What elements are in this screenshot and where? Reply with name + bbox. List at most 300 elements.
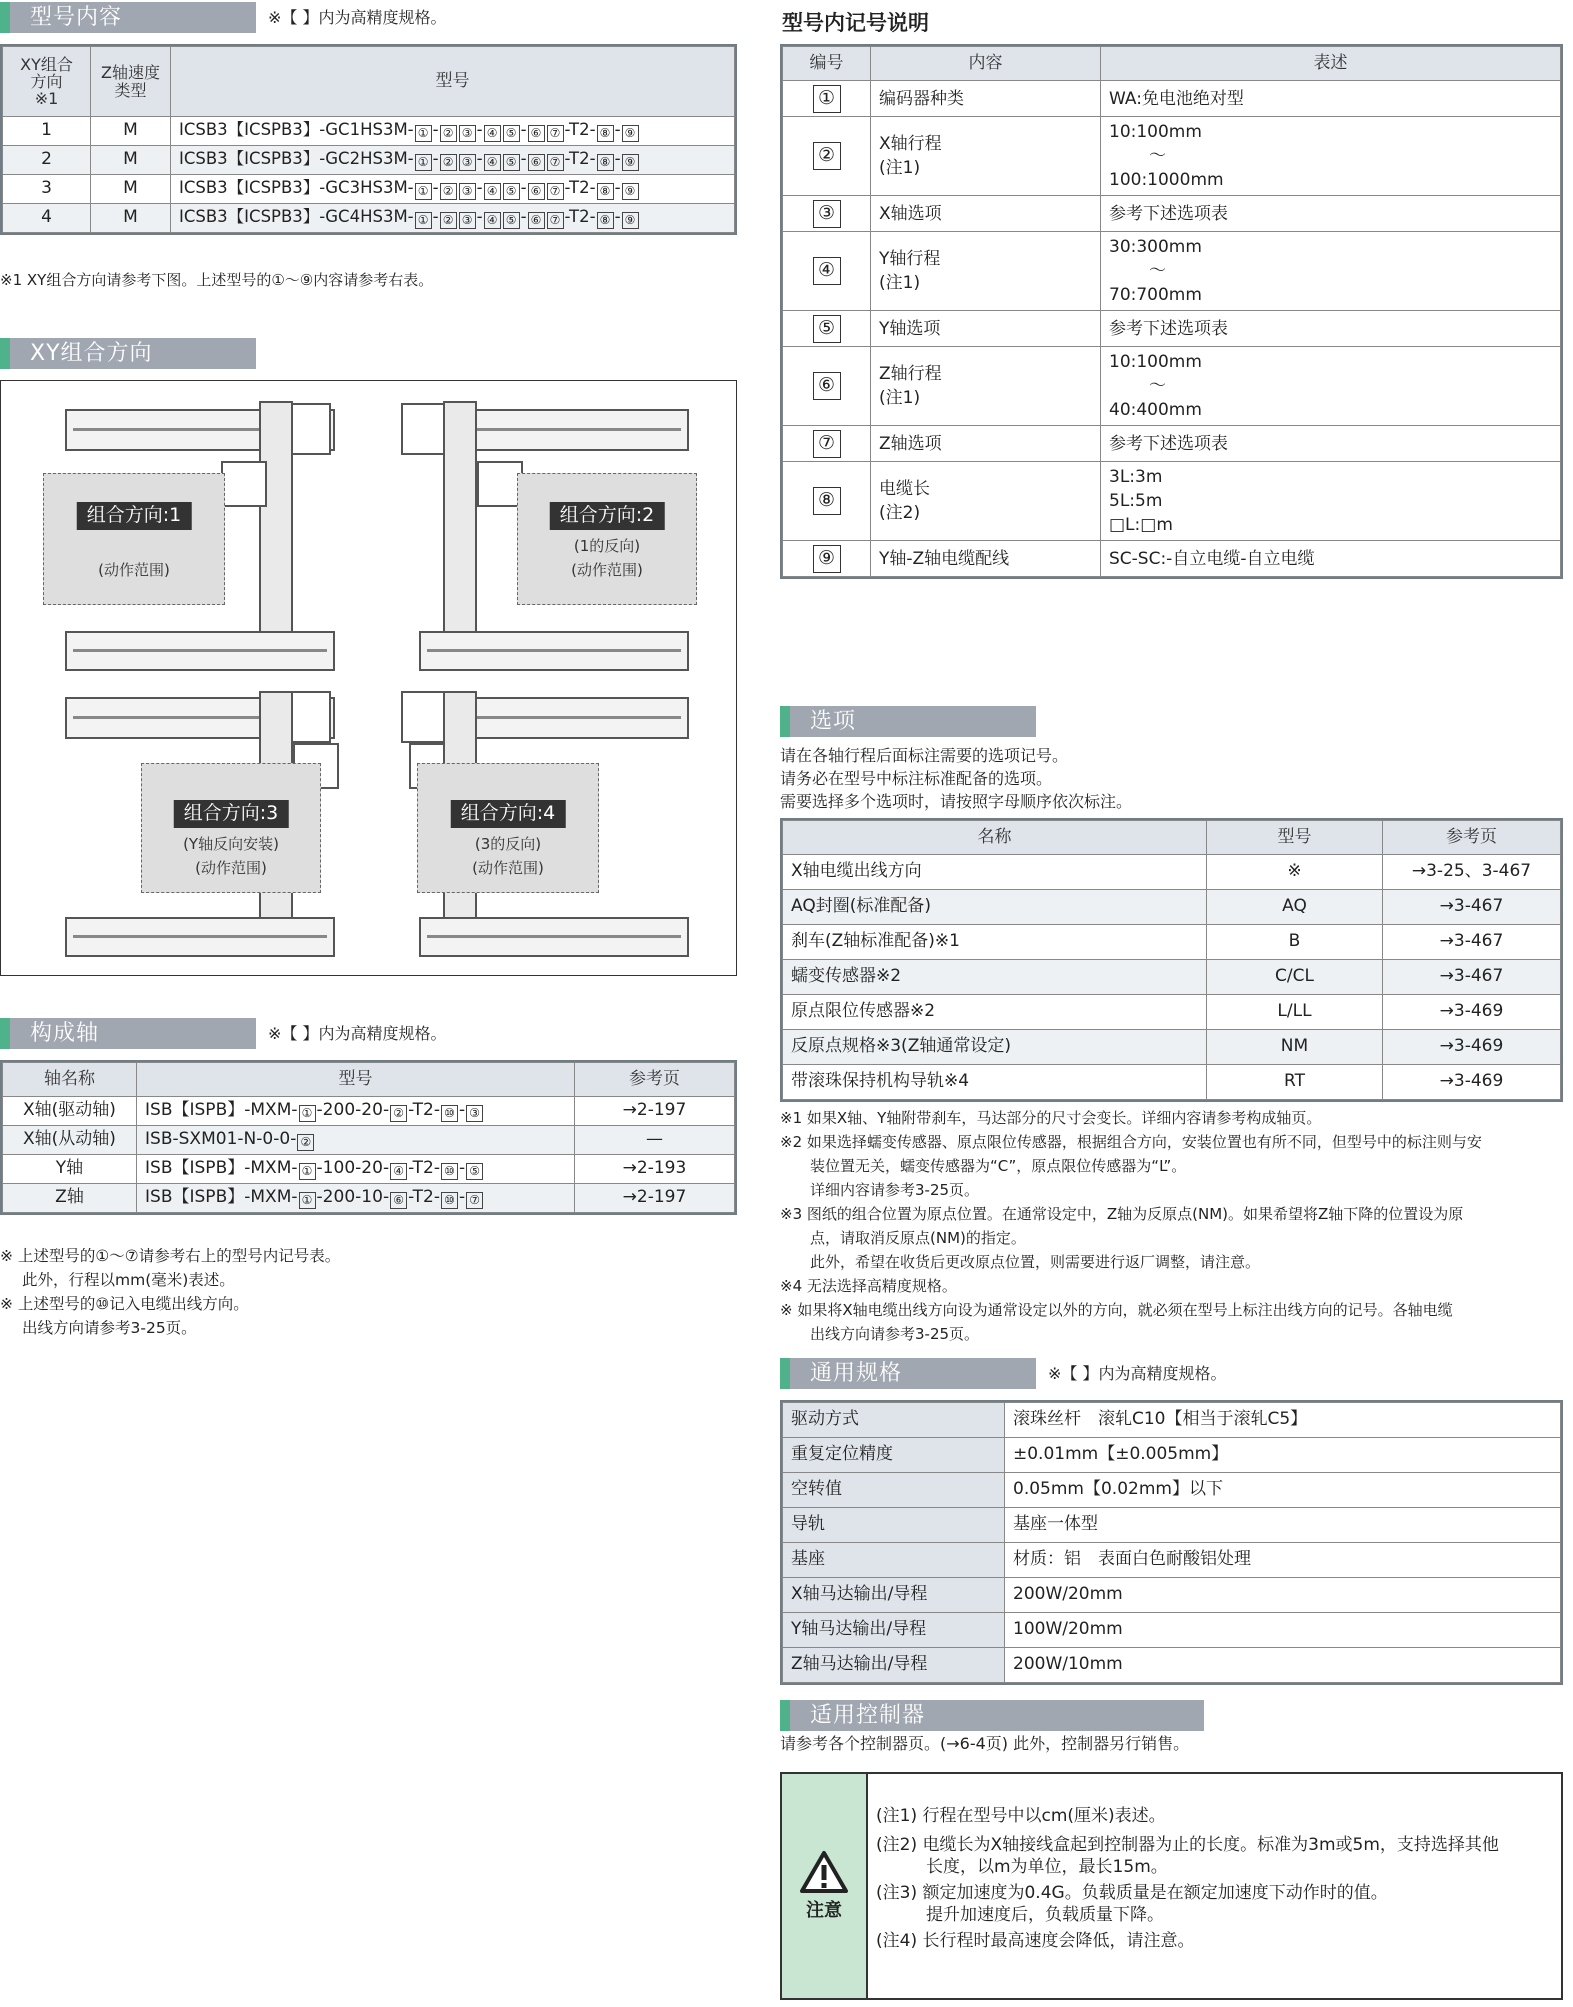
axes-title: 构成轴 bbox=[0, 1018, 256, 1049]
quadrant-sub-1: (3的反向) bbox=[474, 835, 542, 853]
y-column bbox=[443, 401, 477, 663]
symbol-content-cell bbox=[871, 426, 1101, 462]
options-intro bbox=[780, 744, 1132, 813]
symbol-desc-cell bbox=[1101, 81, 1561, 117]
caution-note: (注3) 额定加速度为0.4G。负载质量是在额定加速度下动作时的值。 bbox=[876, 1883, 1388, 1903]
table-row bbox=[783, 196, 1561, 232]
symbol-number: ② bbox=[813, 142, 841, 170]
symbol-number: ⑤ bbox=[813, 315, 841, 343]
symbol-content-note: (注1) bbox=[879, 158, 921, 178]
table-row bbox=[3, 1097, 735, 1126]
option-code-cell: RT bbox=[1207, 1065, 1383, 1100]
table-row bbox=[3, 117, 735, 146]
symbol-box: ⑤ bbox=[466, 1163, 483, 1180]
axis-page-cell: — bbox=[575, 1126, 735, 1155]
options-footnote: 此外，希望在收货后更改原点位置，则需要进行返厂调整，请注意。 bbox=[810, 1253, 1261, 1271]
symbol-box: ⑨ bbox=[622, 183, 639, 200]
model-cell: ICSB3【ICSPB3】-GC2HS3M- ① - ② ③ - ④ ⑤ - ⑥ ⑦ -T2- ⑧ - ⑨ bbox=[171, 146, 735, 175]
axis-name-cell: Z轴 bbox=[3, 1184, 137, 1213]
options-intro-1: 请在各轴行程后面标注需要的选项记号。 bbox=[780, 746, 1069, 765]
symbols-title: 型号内记号说明 bbox=[782, 11, 929, 35]
symbol-content-cell bbox=[871, 81, 1101, 117]
quadrant-sub-2: (动作范围) bbox=[472, 859, 544, 877]
symbol-box: ⑤ bbox=[503, 212, 520, 229]
model-content-footnote: ※1 XY组合方向请参考下图。上述型号的①～⑨内容请参考右表。 bbox=[0, 271, 434, 289]
quadrant-2 bbox=[399, 401, 699, 681]
symbol-box: ② bbox=[297, 1134, 314, 1151]
symbol-box: ④ bbox=[484, 125, 501, 142]
table-row bbox=[783, 995, 1561, 1030]
table-row bbox=[783, 1403, 1561, 1438]
general-specs-header bbox=[780, 1358, 1227, 1389]
caution-box bbox=[780, 1772, 1563, 2000]
axis-model-cell: ISB【ISPB】-MXM- ① -200-10- ⑥ -T2- ⑩ - ⑦ bbox=[137, 1184, 575, 1213]
symbol-box: ③ bbox=[459, 125, 476, 142]
symbol-desc-cell bbox=[1101, 232, 1561, 311]
symbol-desc-line: 5L:5m bbox=[1109, 491, 1163, 511]
symbol-box: ① bbox=[415, 183, 432, 200]
col-option-page: 参考页 bbox=[1383, 821, 1561, 855]
symbol-box: ⑦ bbox=[547, 125, 564, 142]
symbol-box: ① bbox=[415, 212, 432, 229]
symbol-desc-line: 〜 bbox=[1149, 146, 1166, 166]
table-row bbox=[783, 890, 1561, 925]
symbol-box: ② bbox=[440, 125, 457, 142]
symbol-box: ⑥ bbox=[528, 125, 545, 142]
model-content-note: ※【 】内为高精度规格。 bbox=[268, 7, 447, 27]
symbol-no-cell bbox=[783, 81, 871, 117]
table-row bbox=[783, 1438, 1561, 1473]
symbol-content-cell bbox=[871, 196, 1101, 232]
symbol-number: ⑦ bbox=[813, 430, 841, 458]
symbol-no-cell bbox=[783, 541, 871, 577]
symbol-content-cell bbox=[871, 232, 1101, 311]
symbol-box: ① bbox=[299, 1163, 316, 1180]
option-page-cell: →3-467 bbox=[1383, 890, 1561, 925]
spec-label-cell: Z轴马达输出/导程 bbox=[783, 1648, 1005, 1683]
table-row bbox=[783, 1613, 1561, 1648]
symbol-content-cell bbox=[871, 462, 1101, 541]
symbol-content: 电缆长 bbox=[879, 479, 930, 499]
table-row bbox=[783, 1473, 1561, 1508]
controller-header bbox=[780, 1700, 1204, 1731]
symbol-box: ④ bbox=[484, 154, 501, 171]
options-rows bbox=[783, 855, 1561, 1100]
x-rail-bottom bbox=[419, 631, 689, 671]
axis-page-cell: →2-193 bbox=[575, 1155, 735, 1184]
model-content-header bbox=[0, 2, 447, 33]
col-symbol-content: 内容 bbox=[871, 47, 1101, 81]
symbol-content: Z轴选项 bbox=[879, 433, 942, 454]
axes-table bbox=[0, 1060, 737, 1215]
table-row bbox=[783, 925, 1561, 960]
symbol-no-cell bbox=[783, 311, 871, 347]
symbol-content-cell bbox=[871, 311, 1101, 347]
symbol-content: Z轴行程 bbox=[879, 364, 942, 384]
spec-value-cell: 200W/20mm bbox=[1005, 1578, 1561, 1613]
option-code-cell: AQ bbox=[1207, 890, 1383, 925]
symbol-no-cell bbox=[783, 462, 871, 541]
table-row bbox=[783, 462, 1561, 541]
option-name-cell: X轴电缆出线方向 bbox=[783, 855, 1207, 890]
symbol-desc-cell bbox=[1101, 196, 1561, 232]
option-page-cell: →3-469 bbox=[1383, 1065, 1561, 1100]
symbol-desc-line: 参考下述选项表 bbox=[1109, 433, 1228, 454]
symbols-table bbox=[780, 44, 1563, 579]
axis-page-cell: →2-197 bbox=[575, 1097, 735, 1126]
symbol-desc-cell bbox=[1101, 117, 1561, 196]
xy-direction-cell: 3 bbox=[3, 175, 91, 204]
z-speed-cell: M bbox=[91, 175, 171, 204]
table-row bbox=[3, 1155, 735, 1184]
quadrant-1 bbox=[41, 401, 341, 681]
z-head bbox=[221, 461, 267, 507]
symbol-content: 编码器种类 bbox=[879, 88, 964, 109]
symbol-box: ④ bbox=[390, 1163, 407, 1180]
spec-value-cell: 基座一体型 bbox=[1005, 1508, 1561, 1543]
symbol-content: Y轴选项 bbox=[879, 318, 941, 339]
controller-text: 请参考各个控制器页。(→6-4页) 此外，控制器另行销售。 bbox=[780, 1734, 1190, 1753]
symbol-desc-line: SC-SC:-自立电缆-自立电缆 bbox=[1109, 548, 1315, 569]
option-code-cell: C/CL bbox=[1207, 960, 1383, 995]
xy-direction-cell: 4 bbox=[3, 204, 91, 233]
table-row bbox=[783, 960, 1561, 995]
symbol-box: ③ bbox=[459, 212, 476, 229]
spec-value-cell: 滚珠丝杆 滚轧C10【相当于滚轧C5】 bbox=[1005, 1403, 1561, 1438]
symbol-box: ⑤ bbox=[503, 183, 520, 200]
spec-label-cell: 重复定位精度 bbox=[783, 1438, 1005, 1473]
options-footnote: ※2 如果选择蠕变传感器、原点限位传感器，根据组合方向，安装位置也有所不同，但型号中的标注则与安 bbox=[780, 1133, 1482, 1151]
quadrant-label: 组合方向:2 bbox=[550, 502, 665, 530]
symbol-no-cell bbox=[783, 196, 871, 232]
symbol-box: ② bbox=[440, 212, 457, 229]
table-row bbox=[783, 855, 1561, 890]
x-rail-bottom bbox=[65, 631, 335, 671]
table-row bbox=[783, 1065, 1561, 1100]
symbol-box: ② bbox=[440, 183, 457, 200]
axis-model-cell: ISB【ISPB】-MXM- ① -100-20- ④ -T2- ⑩ - ⑤ bbox=[137, 1155, 575, 1184]
option-name-cell: 蠕变传感器※2 bbox=[783, 960, 1207, 995]
caution-note: 提升加速度后，负载质量下降。 bbox=[926, 1905, 1164, 1925]
caution-side bbox=[782, 1774, 868, 1998]
symbol-box: ⑩ bbox=[441, 1163, 458, 1180]
symbol-desc-line: 70:700mm bbox=[1109, 285, 1202, 305]
symbol-content: Y轴-Z轴电缆配线 bbox=[879, 548, 1010, 569]
model-cell: ICSB3【ICSPB3】-GC4HS3M- ① - ② ③ - ④ ⑤ - ⑥ ⑦ -T2- ⑧ - ⑨ bbox=[171, 204, 735, 233]
z-speed-cell: M bbox=[91, 204, 171, 233]
z-speed-cell: M bbox=[91, 117, 171, 146]
symbol-content-cell bbox=[871, 347, 1101, 426]
table-row bbox=[783, 541, 1561, 577]
warning-icon bbox=[799, 1850, 849, 1894]
symbol-no-cell bbox=[783, 347, 871, 426]
col-axis-name: 轴名称 bbox=[3, 1063, 137, 1097]
table-row bbox=[783, 426, 1561, 462]
caution-note: (注1) 行程在型号中以cm(厘米)表述。 bbox=[876, 1806, 1166, 1826]
table-row bbox=[783, 1648, 1561, 1683]
symbol-desc-line: 10:100mm bbox=[1109, 352, 1202, 372]
symbol-desc-line: 30:300mm bbox=[1109, 237, 1202, 257]
option-code-cell: B bbox=[1207, 925, 1383, 960]
symbol-no-cell bbox=[783, 232, 871, 311]
table-row bbox=[3, 204, 735, 233]
xy-direction-title: XY组合方向 bbox=[0, 338, 256, 369]
symbol-box: ⑥ bbox=[390, 1192, 407, 1209]
option-name-cell: 原点限位传感器※2 bbox=[783, 995, 1207, 1030]
symbol-desc-line: 参考下述选项表 bbox=[1109, 318, 1228, 339]
axis-model-cell: ISB【ISPB】-MXM- ① -200-20- ② -T2- ⑩ - ③ bbox=[137, 1097, 575, 1126]
option-page-cell: →3-469 bbox=[1383, 995, 1561, 1030]
general-specs-rows bbox=[783, 1403, 1561, 1683]
options-footnotes bbox=[780, 1106, 1563, 1346]
options-footnote: 点，请取消反原点(NM)的指定。 bbox=[810, 1229, 1026, 1247]
symbol-content: X轴行程 bbox=[879, 134, 942, 154]
spec-label-cell: Y轴马达输出/导程 bbox=[783, 1613, 1005, 1648]
quadrant-3 bbox=[41, 691, 341, 971]
col-option-name: 名称 bbox=[783, 821, 1207, 855]
symbol-desc-line: 〜 bbox=[1149, 261, 1166, 281]
spec-value-cell: 100W/20mm bbox=[1005, 1613, 1561, 1648]
options-intro-3: 需要选择多个选项时，请按照字母顺序依次标注。 bbox=[780, 792, 1133, 811]
symbol-content: Y轴行程 bbox=[879, 249, 941, 269]
axes-note: ※【 】内为高精度规格。 bbox=[268, 1023, 447, 1043]
table-row bbox=[783, 311, 1561, 347]
controller-title: 适用控制器 bbox=[780, 1700, 1204, 1731]
symbol-number: ④ bbox=[813, 257, 841, 285]
symbol-box: ⑧ bbox=[597, 183, 614, 200]
table-row bbox=[783, 1578, 1561, 1613]
caution-note: (注2) 电缆长为X轴接线盒起到控制器为止的长度。标准为3m或5m，支持选择其他 bbox=[876, 1835, 1499, 1855]
axes-rows bbox=[3, 1097, 735, 1213]
symbol-box: ⑦ bbox=[466, 1192, 483, 1209]
symbol-box: ④ bbox=[484, 212, 501, 229]
options-footnote: ※3 图纸的组合位置为原点位置。在通常设定中，Z轴为反原点(NM)。如果希望将Z轴下降的位置设为原 bbox=[780, 1205, 1464, 1223]
options-footnote: ※ 如果将X轴电缆出线方向设为通常设定以外的方向，就必须在型号上标注出线方向的记号。各轴电缆 bbox=[780, 1301, 1453, 1319]
quadrant-label: 组合方向:1 bbox=[77, 502, 192, 530]
col-symbol-desc: 表述 bbox=[1101, 47, 1561, 81]
symbol-box: ① bbox=[299, 1192, 316, 1209]
options-footnote: ※1 如果X轴、Y轴附带刹车，马达部分的尺寸会变长。详细内容请参考构成轴页。 bbox=[780, 1109, 1322, 1127]
quadrant-label: 组合方向:3 bbox=[174, 800, 289, 828]
z-speed-cell: M bbox=[91, 146, 171, 175]
symbol-desc-line: 3L:3m bbox=[1109, 467, 1163, 487]
spec-value-cell: 0.05mm【0.02mm】以下 bbox=[1005, 1473, 1561, 1508]
table-row bbox=[3, 1126, 735, 1155]
options-header bbox=[780, 706, 1036, 737]
axis-name-cell: X轴(驱动轴) bbox=[3, 1097, 137, 1126]
symbol-box: ④ bbox=[484, 183, 501, 200]
symbol-desc-cell bbox=[1101, 426, 1561, 462]
symbol-box: ① bbox=[415, 125, 432, 142]
options-intro-2: 请务必在型号中标注标准配备的选项。 bbox=[780, 769, 1053, 788]
symbol-box: ⑨ bbox=[622, 154, 639, 171]
model-content-rows bbox=[3, 117, 735, 233]
symbol-no-cell bbox=[783, 117, 871, 196]
table-row bbox=[3, 146, 735, 175]
options-footnote: 出线方向请参考3-25页。 bbox=[810, 1325, 980, 1343]
general-specs-note: ※【 】内为高精度规格。 bbox=[1048, 1363, 1227, 1383]
col-axis-page: 参考页 bbox=[575, 1063, 735, 1097]
axes-footnote-3: ※ 上述型号的⑩记入电缆出线方向。 bbox=[0, 1295, 249, 1313]
symbol-desc-line: 40:400mm bbox=[1109, 400, 1202, 420]
operation-area bbox=[417, 763, 599, 893]
col-xy-direction: XY组合 方向 ※1 bbox=[3, 47, 91, 117]
axes-header bbox=[0, 1018, 447, 1049]
option-code-cell: NM bbox=[1207, 1030, 1383, 1065]
symbol-box: ⑧ bbox=[597, 154, 614, 171]
axis-model-cell: ISB-SXM01-N-0-0- ② bbox=[137, 1126, 575, 1155]
symbol-content-note: (注1) bbox=[879, 388, 921, 408]
symbol-box: ⑦ bbox=[547, 183, 564, 200]
symbol-box: ② bbox=[440, 154, 457, 171]
symbol-box: ⑧ bbox=[597, 125, 614, 142]
symbol-desc-line: 100:1000mm bbox=[1109, 170, 1224, 190]
col-axis-model: 型号 bbox=[137, 1063, 575, 1097]
table-row bbox=[783, 232, 1561, 311]
option-page-cell: →3-469 bbox=[1383, 1030, 1561, 1065]
operation-area bbox=[43, 473, 225, 605]
symbol-desc-line: 〜 bbox=[1149, 376, 1166, 396]
symbol-content-cell bbox=[871, 117, 1101, 196]
axes-footnote-2: 此外，行程以mm(毫米)表述。 bbox=[22, 1271, 235, 1289]
symbol-box: ③ bbox=[459, 183, 476, 200]
symbol-number: ③ bbox=[813, 200, 841, 228]
model-content-table bbox=[0, 44, 737, 235]
symbol-box: ⑩ bbox=[441, 1105, 458, 1122]
col-z-speed: Z轴速度 类型 bbox=[91, 47, 171, 117]
general-specs-title: 通用规格 bbox=[780, 1358, 1036, 1389]
symbol-content-cell bbox=[871, 541, 1101, 577]
quadrant-sub-1: (1的反向) bbox=[573, 537, 641, 555]
symbol-box: ⑥ bbox=[528, 183, 545, 200]
option-name-cell: 反原点规格※3(Z轴通常设定) bbox=[783, 1030, 1207, 1065]
symbol-number: ⑨ bbox=[813, 545, 841, 573]
y-column bbox=[259, 401, 293, 663]
symbol-box: ⑨ bbox=[622, 125, 639, 142]
symbol-number: ① bbox=[813, 85, 841, 113]
quadrant-sub-1: (Y轴反向安装) bbox=[183, 835, 279, 853]
spec-label-cell: 导轨 bbox=[783, 1508, 1005, 1543]
axes-footnotes bbox=[0, 1244, 340, 1340]
spec-label-cell: X轴马达输出/导程 bbox=[783, 1578, 1005, 1613]
symbol-box: ② bbox=[390, 1105, 407, 1122]
col-option-code: 型号 bbox=[1207, 821, 1383, 855]
options-footnote: ※4 无法选择高精度规格。 bbox=[780, 1277, 957, 1295]
table-row bbox=[783, 347, 1561, 426]
symbol-no-cell bbox=[783, 426, 871, 462]
spec-value-cell: 材质：铝 表面白色耐酸铝处理 bbox=[1005, 1543, 1561, 1578]
spec-value-cell: 200W/10mm bbox=[1005, 1648, 1561, 1683]
table-row bbox=[783, 81, 1561, 117]
symbol-desc-line: □L:□m bbox=[1109, 515, 1173, 535]
x-rail-bottom bbox=[419, 917, 689, 957]
symbol-box: ① bbox=[415, 154, 432, 171]
options-footnote: 详细内容请参考3-25页。 bbox=[810, 1181, 980, 1199]
option-page-cell: →3-467 bbox=[1383, 925, 1561, 960]
symbol-box: ⑧ bbox=[597, 212, 614, 229]
symbol-box: ⑨ bbox=[622, 212, 639, 229]
options-title: 选项 bbox=[780, 706, 1036, 737]
model-content-title: 型号内容 bbox=[0, 2, 256, 33]
table-row bbox=[783, 117, 1561, 196]
quadrant-sub: (动作范围) bbox=[98, 561, 170, 579]
symbol-box: ⑦ bbox=[547, 154, 564, 171]
options-footnote: 装位置无关，蠕变传感器为“C”，原点限位传感器为“L”。 bbox=[810, 1157, 1187, 1175]
symbol-box: ③ bbox=[459, 154, 476, 171]
options-table bbox=[780, 818, 1563, 1102]
option-name-cell: 刹车(Z轴标准配备)※1 bbox=[783, 925, 1207, 960]
symbol-box: ⑤ bbox=[503, 154, 520, 171]
axis-page-cell: →2-197 bbox=[575, 1184, 735, 1213]
symbol-box: ① bbox=[299, 1105, 316, 1122]
symbols-rows bbox=[783, 81, 1561, 577]
symbol-desc-line: WA:免电池绝对型 bbox=[1109, 88, 1244, 109]
table-row bbox=[3, 175, 735, 204]
col-symbol-no: 编号 bbox=[783, 47, 871, 81]
quadrant-label: 组合方向:4 bbox=[451, 800, 566, 828]
axes-footnote-1: ※ 上述型号的①～⑦请参考右上的型号内记号表。 bbox=[0, 1247, 341, 1265]
col-model: 型号 bbox=[171, 47, 735, 117]
option-page-cell: →3-25、3-467 bbox=[1383, 855, 1561, 890]
table-row bbox=[783, 1508, 1561, 1543]
symbol-box: ⑥ bbox=[528, 212, 545, 229]
option-code-cell: ※ bbox=[1207, 855, 1383, 890]
quadrant-4 bbox=[399, 691, 699, 971]
symbol-box: ⑦ bbox=[547, 212, 564, 229]
option-name-cell: 带滚珠保持机构导轨※4 bbox=[783, 1065, 1207, 1100]
xy-direction-header bbox=[0, 338, 256, 369]
symbol-desc-cell bbox=[1101, 462, 1561, 541]
symbol-number: ⑧ bbox=[813, 487, 841, 515]
caution-notes bbox=[868, 1774, 1561, 1998]
option-code-cell: L/LL bbox=[1207, 995, 1383, 1030]
spec-value-cell: ±0.01mm【±0.005mm】 bbox=[1005, 1438, 1561, 1473]
xy-direction-diagram bbox=[0, 380, 737, 976]
spec-label-cell: 驱动方式 bbox=[783, 1403, 1005, 1438]
axes-footnote-4: 出线方向请参考3-25页。 bbox=[22, 1319, 197, 1337]
caution-note: (注4) 长行程时最高速度会降低，请注意。 bbox=[876, 1931, 1195, 1951]
symbol-box: ③ bbox=[466, 1105, 483, 1122]
table-row bbox=[3, 1184, 735, 1213]
axis-name-cell: Y轴 bbox=[3, 1155, 137, 1184]
model-cell: ICSB3【ICSPB3】-GC1HS3M- ① - ② ③ - ④ ⑤ - ⑥ ⑦ -T2- ⑧ - ⑨ bbox=[171, 117, 735, 146]
option-page-cell: →3-467 bbox=[1383, 960, 1561, 995]
operation-area bbox=[517, 473, 697, 605]
symbol-desc-cell bbox=[1101, 311, 1561, 347]
symbol-desc-cell bbox=[1101, 541, 1561, 577]
symbol-content: X轴选项 bbox=[879, 203, 942, 224]
spec-label-cell: 基座 bbox=[783, 1543, 1005, 1578]
quadrant-sub-2: (动作范围) bbox=[571, 561, 643, 579]
x-rail-bottom bbox=[65, 917, 335, 957]
symbol-number: ⑥ bbox=[813, 372, 841, 400]
table-row bbox=[783, 1543, 1561, 1578]
symbol-box: ⑥ bbox=[528, 154, 545, 171]
caution-note: 长度，以m为单位，最长15m。 bbox=[926, 1857, 1168, 1877]
axis-name-cell: X轴(从动轴) bbox=[3, 1126, 137, 1155]
symbol-box: ⑤ bbox=[503, 125, 520, 142]
symbol-desc-line: 10:100mm bbox=[1109, 122, 1202, 142]
xy-direction-cell: 1 bbox=[3, 117, 91, 146]
table-row bbox=[783, 1030, 1561, 1065]
general-specs-table bbox=[780, 1400, 1563, 1685]
symbol-desc-line: 参考下述选项表 bbox=[1109, 203, 1228, 224]
option-name-cell: AQ封圈(标准配备) bbox=[783, 890, 1207, 925]
caution-label: 注意 bbox=[806, 1899, 842, 1921]
quadrant-sub-2: (动作范围) bbox=[195, 859, 267, 877]
symbol-box: ⑩ bbox=[441, 1192, 458, 1209]
symbol-content-note: (注2) bbox=[879, 503, 921, 523]
